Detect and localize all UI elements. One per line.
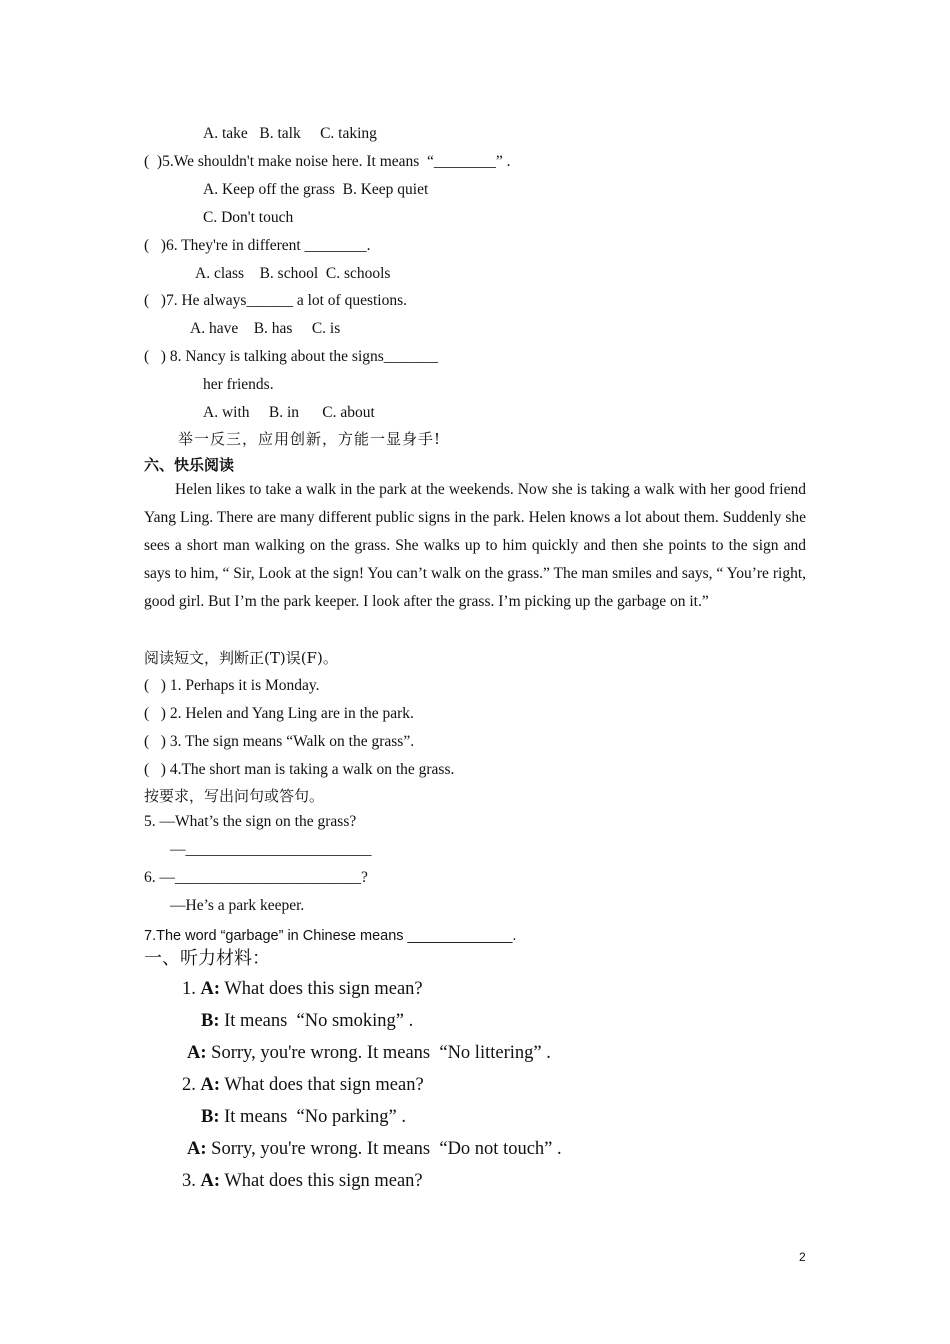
speaker-a-label: A: (187, 1043, 207, 1063)
dialogue-1-question (182, 977, 423, 1001)
speaker-a-label: A: (200, 1075, 221, 1095)
q5-options-a: A. Keep off the grass B. Keep quiet (203, 181, 429, 198)
dialogue-text: Sorry, you're wrong. It means “No littering” . (211, 1043, 551, 1063)
dialogue-3-question (182, 1169, 423, 1193)
dialogue-number: 3. (182, 1171, 196, 1191)
reading-passage: Helen likes to take a walk in the park at the weekends. Now she is taking a walk with her good friend Yang Ling. There are many different public signs in the park. Helen knows a lot about them. Suddenly she sees a short man walking on the grass. She walks up to him quickly and then she points to the sign and says to him, “ Sir, Look at the sign! You can’t walk on the grass.” The man smiles and says, “ You’re right, good girl. But I’m the park keeper. I look after the grass. I’m picking up the garbage on it.” (144, 481, 806, 610)
question-7: ( )7. He always______ a lot of questions. (144, 292, 408, 309)
page-number: 2 (799, 1250, 806, 1264)
write-item-5-answer: —________________________ (170, 841, 372, 858)
dialogue-text: It means “No smoking” . (224, 1011, 414, 1031)
tf-item-2: ( ) 2. Helen and Yang Ling are in the park. (144, 705, 414, 722)
dialogue-text: It means “No parking” . (224, 1107, 406, 1127)
speaker-b-label: B: (201, 1107, 220, 1127)
reading-section-title: 六、快乐阅读 (144, 456, 235, 474)
write-item-5: 5. —What’s the sign on the grass? (144, 813, 357, 830)
q8-options: A. with B. in C. about (203, 404, 375, 421)
speaker-a-label: A: (200, 1171, 221, 1191)
q5-options-b: C. Don't touch (203, 209, 294, 226)
dialogue-text: What does this sign mean? (224, 1171, 423, 1191)
q7-options: A. have B. has C. is (190, 320, 341, 337)
dialogue-1-answer (201, 1009, 413, 1033)
tf-instruction: 阅读短文，判断正(T)误(F)。 (144, 649, 338, 667)
dialogue-1-correction (187, 1041, 551, 1065)
listening-section-title: 一、听力材料： (144, 948, 270, 969)
q4-options: A. take B. talk C. taking (203, 125, 377, 142)
dialogue-text: Sorry, you're wrong. It means “Do not touch” . (211, 1139, 562, 1159)
dialogue-text: What does this sign mean? (224, 979, 423, 999)
speaker-a-label: A: (200, 979, 221, 999)
dialogue-number: 2. (182, 1075, 196, 1095)
speaker-a-label: A: (187, 1139, 207, 1159)
write-item-6: 6. —________________________? (144, 869, 368, 886)
tf-item-3: ( ) 3. The sign means “Walk on the grass”. (144, 733, 415, 750)
dialogue-2-correction (187, 1137, 562, 1161)
speaker-b-label: B: (201, 1011, 220, 1031)
dialogue-2-answer (201, 1105, 406, 1129)
tf-item-4: ( ) 4.The short man is taking a walk on the grass. (144, 761, 455, 778)
write-item-6-answer: —He’s a park keeper. (170, 897, 305, 914)
question-5: ( )5.We shouldn't make noise here. It means “________” . (144, 153, 511, 170)
write-item-7: 7.The word “garbage” in Chinese means _____________. (144, 928, 517, 944)
tf-item-1: ( ) 1. Perhaps it is Monday. (144, 677, 320, 694)
dialogue-number: 1. (182, 979, 196, 999)
dialogue-2-question (182, 1073, 424, 1097)
motto: 举一反三，应用创新，方能一显身手! (178, 430, 442, 448)
dialogue-text: What does that sign mean? (224, 1075, 424, 1095)
question-6: ( )6. They're in different ________. (144, 237, 371, 254)
write-instruction: 按要求，写出问句或答句。 (144, 787, 325, 805)
q6-options: A. class B. school C. schools (195, 265, 391, 282)
q8-continuation: her friends. (203, 376, 274, 393)
question-8: ( ) 8. Nancy is talking about the signs_______ (144, 348, 439, 365)
